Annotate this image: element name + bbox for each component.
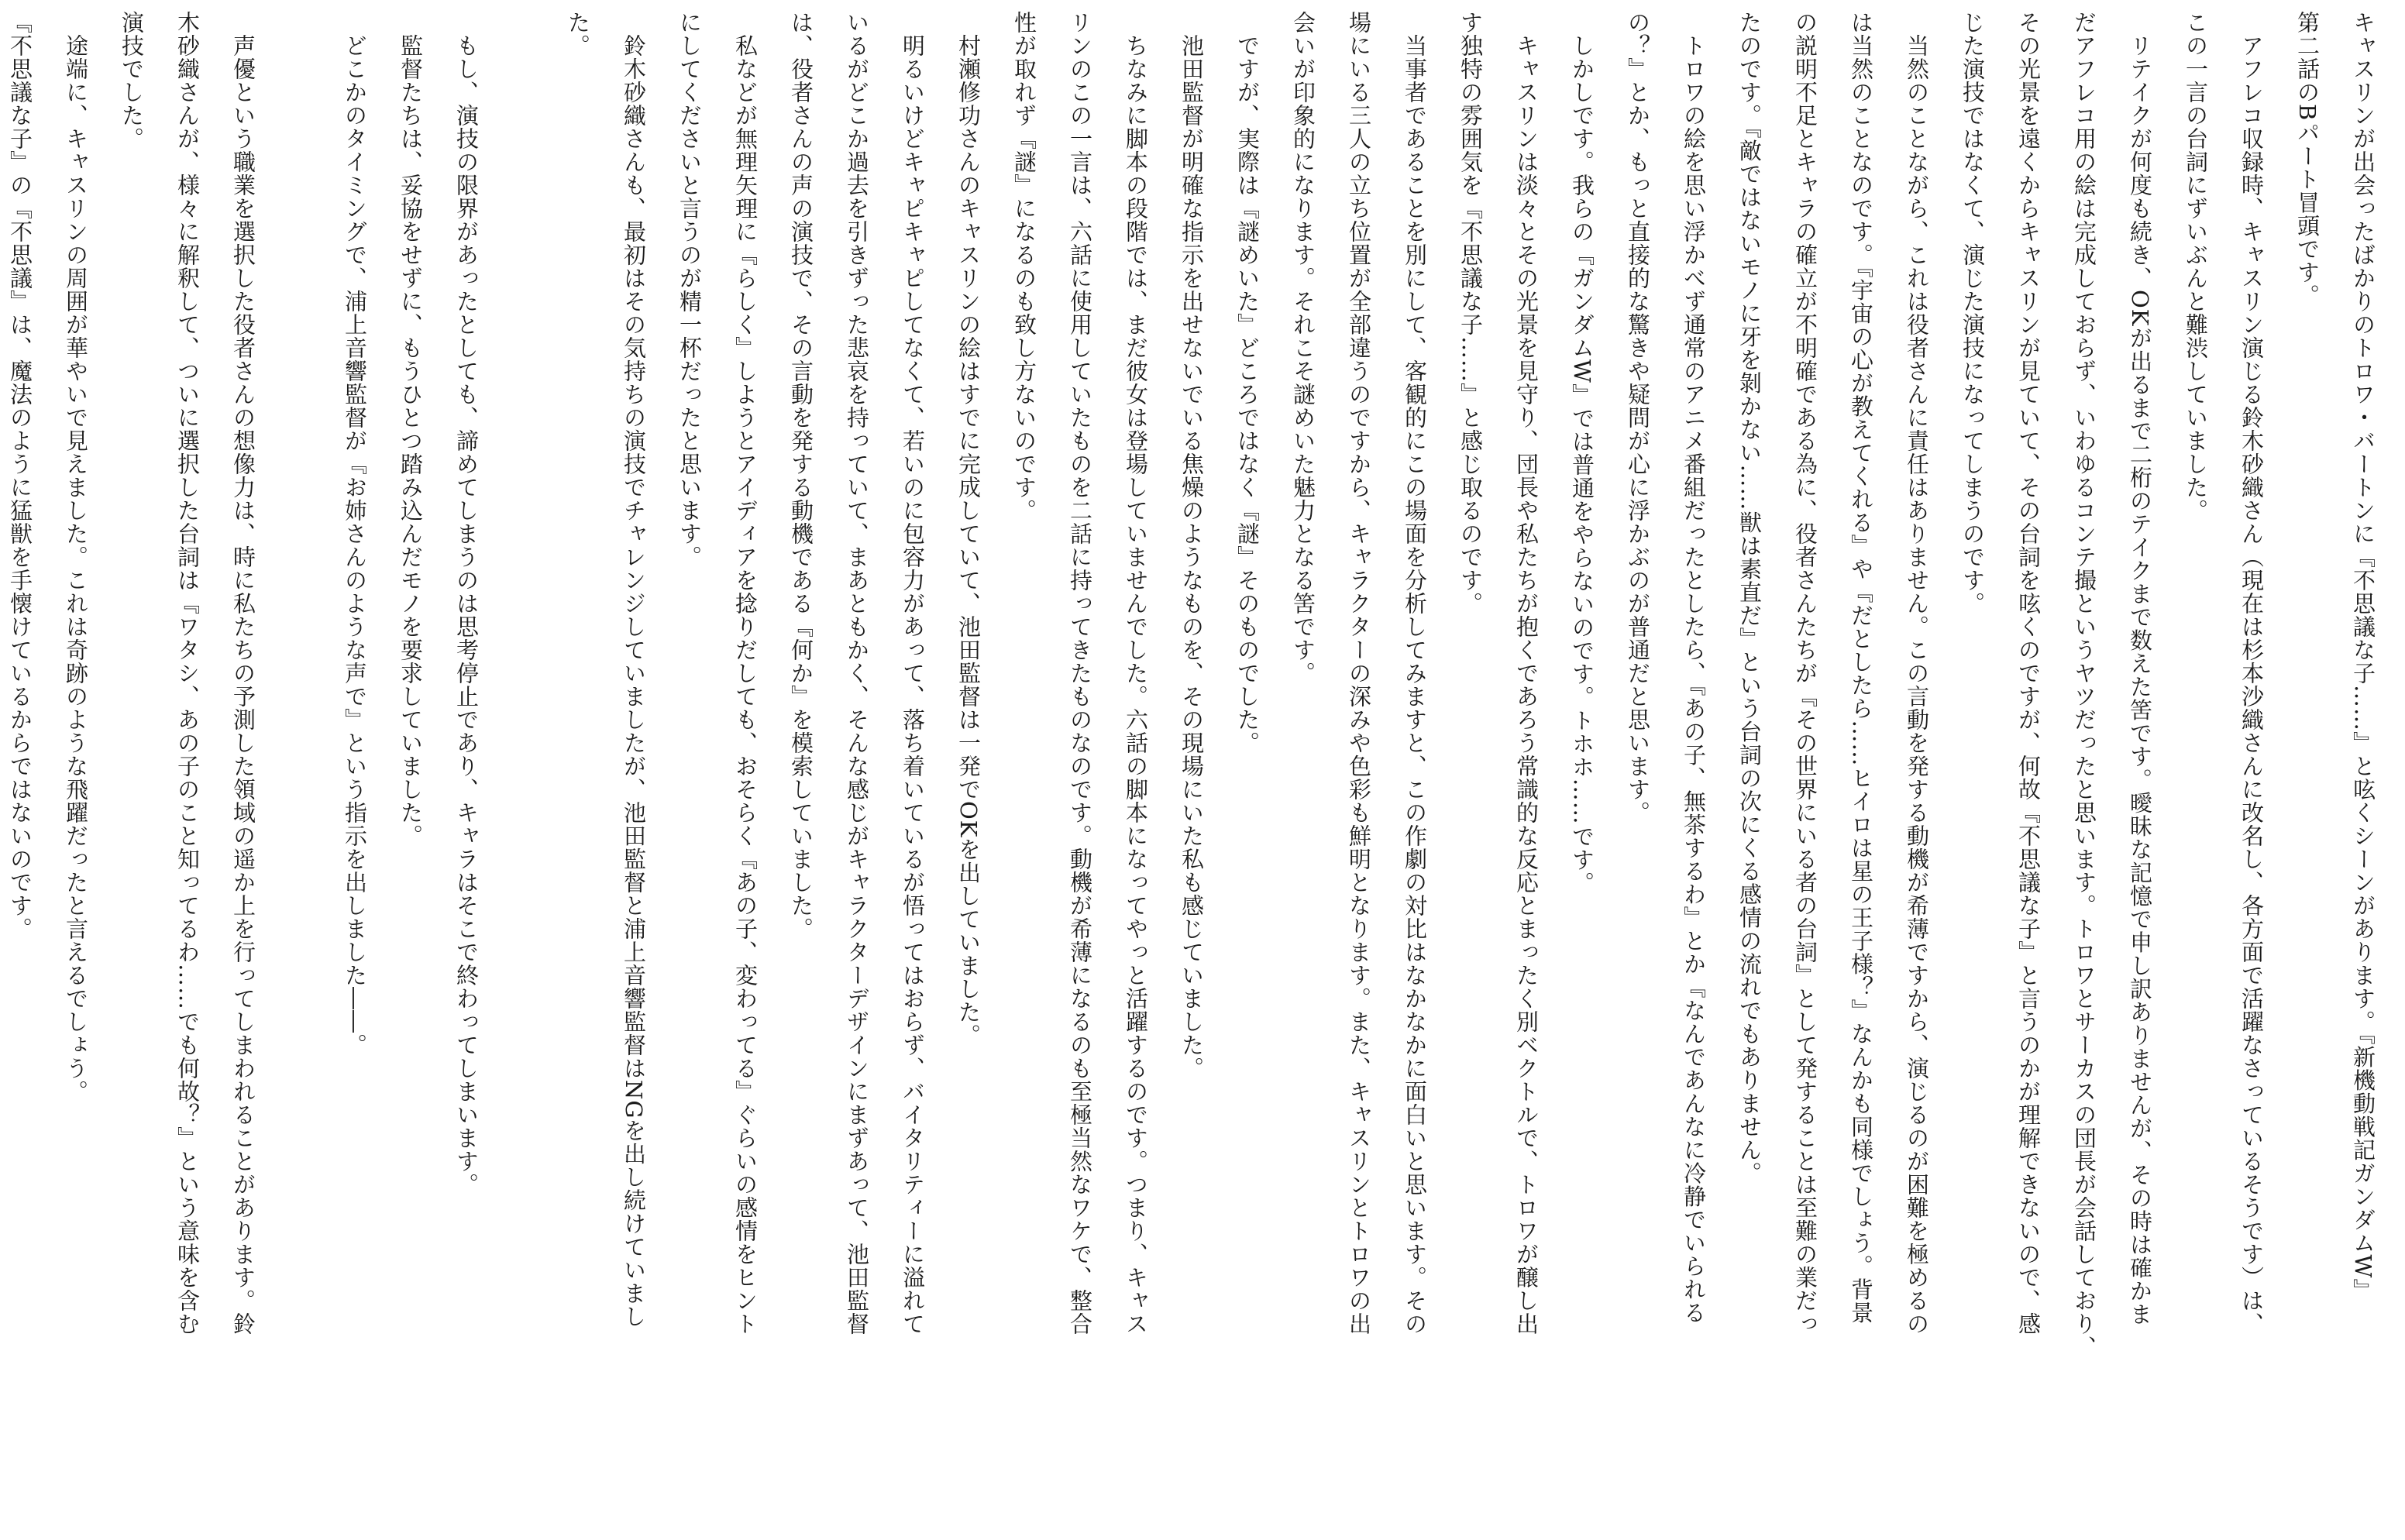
text-line: は当然のことなのです。『宇宙の心が教えてくれる』や『だとしたら……ヒイロは星の王子様？』なんかも同様でしょう。背景 bbox=[1848, 11, 1874, 1325]
text-line: た。 bbox=[565, 11, 591, 57]
text-line: 演技でした。 bbox=[119, 11, 145, 150]
text-line: 性が取れず『謎』になるのも致し方ないのです。 bbox=[1011, 11, 1037, 522]
text-line: たのです。『敵ではないモノに牙を剝かない……獣は素直だ』という台詞の次にくる感情の流れでもありません。 bbox=[1736, 11, 1763, 1185]
text-line: ですが、実際は『謎めいた』どころではなく『謎』そのものでした。 bbox=[1234, 11, 1261, 755]
text-line: 声優という職業を選択した役者さんの想像力は、時に私たちの予測した領域の遥か上を行ってしまわれることがあります。鈴 bbox=[230, 11, 256, 1335]
text-line: 木砂織さんが、様々に解釈して、ついに選択した台詞は『ワタシ、あの子のこと知ってるわ……でも何故？』という意味を含む bbox=[174, 11, 201, 1335]
text-line: 監督たちは、妥協をせずに、もうひとつ踏み込んだモノを要求していました。 bbox=[397, 11, 424, 847]
text-line: 第二話のBパート冒頭です。 bbox=[2294, 11, 2321, 308]
text-line: リンのこの一言は、六話に使用していたものを二話に持ってきたものなのです。動機が希薄になるのも至極当然なワケで、整合 bbox=[1067, 11, 1093, 1335]
text-line: 私などが無理矢理に『らしく』しようとアイディアを捻りだしても、おそらく『あの子、変わってる』ぐらいの感情をヒント bbox=[732, 11, 759, 1335]
text-line: の？』とか、もっと直接的な驚きや疑問が心に浮かぶのが普通だと思います。 bbox=[1625, 11, 1651, 824]
text-line: アフレコ収録時、キャスリン演じる鈴木砂織さん（現在は杉本沙織さんに改名し、各方面で活躍なさっているそうです）は、 bbox=[2238, 11, 2265, 1335]
text-line: この一言の台詞にずいぶんと難渋していました。 bbox=[2183, 11, 2209, 522]
text-line: 会いが印象的になります。それこそ謎めいた魅力となる筈です。 bbox=[1290, 11, 1316, 685]
text-line: にしてくださいと言うのが精一杯だったと思います。 bbox=[676, 11, 703, 569]
text-line: の説明不足とキャラの確立が不明確である為に、役者さんたちが『その世界にいる者の台詞』として発することは至難の業だっ bbox=[1792, 11, 1818, 1335]
text-line: 村瀬修功さんのキャスリンの絵はすでに完成していて、池田監督は一発でOKを出していました。 bbox=[955, 11, 982, 1047]
text-line: キャスリンは淡々とその光景を見守り、団長や私たちが抱くであろう常識的な反応とまったく別ベクトルで、トロワが醸し出 bbox=[1513, 11, 1540, 1335]
text-line: しかしです。我らの『ガンダムW』では普通をやらないのです。トホホ……です。 bbox=[1569, 11, 1595, 895]
text-line: す独特の雰囲気を『不思議な子……』と感じ取るのです。 bbox=[1457, 11, 1484, 615]
text-line: キャスリンが出会ったばかりのトロワ・バートンに『不思議な子……』と呟くシーンがあります。『新機動戦記ガンダムW』 bbox=[2350, 11, 2376, 1302]
text-line: は、役者さんの声の演技で、その言動を発する動機である『何か』を模索していました。 bbox=[788, 11, 814, 940]
text-line: その光景を遠くからキャスリンが見ていて、その台詞を呟くのですが、何故『不思議な子』と言うのかが理解できないので、感 bbox=[2015, 11, 2042, 1335]
blank-line bbox=[271, 11, 327, 1540]
text-line: 鈴木砂織さんも、最初はその気持ちの演技でチャレンジしていましたが、池田監督と浦上音響監督はNGを出し続けていまし bbox=[621, 11, 647, 1329]
text-line: 当然のことながら、これは役者さんに責任はありません。この言動を発する動機が希薄ですから、演じるのが困難を極めるの bbox=[1904, 11, 1930, 1335]
blank-line bbox=[494, 11, 550, 1540]
text-line: 池田監督が明確な指示を出せないでいる焦燥のようなものを、その現場にいた私も感じていました。 bbox=[1178, 11, 1205, 1080]
text-line: 『不思議な子』の『不思議』は、魔法のように猛獣を手懐けているからではないのです。 bbox=[7, 11, 33, 940]
text-line: 当事者であることを別にして、客観的にこの場面を分析してみますと、この作劇の対比はなかなかに面白いと思います。その bbox=[1402, 11, 1428, 1335]
text-line: 明るいけどキャピキャピしてなくて、若いのに包容力があって、落ち着いているが悟ってはおらず、バイタリティーに溢れて bbox=[900, 11, 926, 1335]
text-line: もし、演技の限界があったとしても、諦めてしまうのは思考停止であり、キャラはそこで終わってしまいます。 bbox=[453, 11, 480, 1196]
text-line: 途端に、キャスリンの周囲が華やいで見えました。これは奇跡のような飛躍だったと言えるでしょう。 bbox=[63, 11, 89, 1103]
text-line: 場にいる三人の立ち位置が全部違うのですから、キャラクターの深みや色彩も鮮明となります。また、キャスリンとトロワの出 bbox=[1346, 11, 1372, 1335]
text-line: トロワの絵を思い浮かべず通常のアニメ番組だったとしたら、『あの子、無茶するわ』とか『なんであんなに冷静でいられる bbox=[1681, 11, 1707, 1325]
text-line: じた演技ではなくて、演じた演技になってしまうのです。 bbox=[1959, 11, 1986, 615]
text-line: ちなみに脚本の段階では、まだ彼女は登場していませんでした。六話の脚本になってやっと活躍するのです。つまり、キャス bbox=[1123, 11, 1149, 1335]
text-line: どこかのタイミングで、浦上音響監督が『お姉さんのような声で』という指示を出しました――。 bbox=[342, 11, 368, 1057]
text-line: いるがどこか過去を引きずった悲哀を持っていて、まあともかく、そんな感じがキャラクターデザインにまずあって、池田監督 bbox=[844, 11, 870, 1335]
text-line: だアフレコ用の絵は完成しておらず、いわゆるコンテ撮というヤツだったと思います。トロワとサーカスの団長が会話しており、 bbox=[2071, 11, 2097, 1359]
text-line: リテイクが何度も続き、OKが出るまで二桁のテイクまで数えた筈です。曖昧な記憶で申し訳ありませんが、その時は確かま bbox=[2127, 11, 2153, 1326]
